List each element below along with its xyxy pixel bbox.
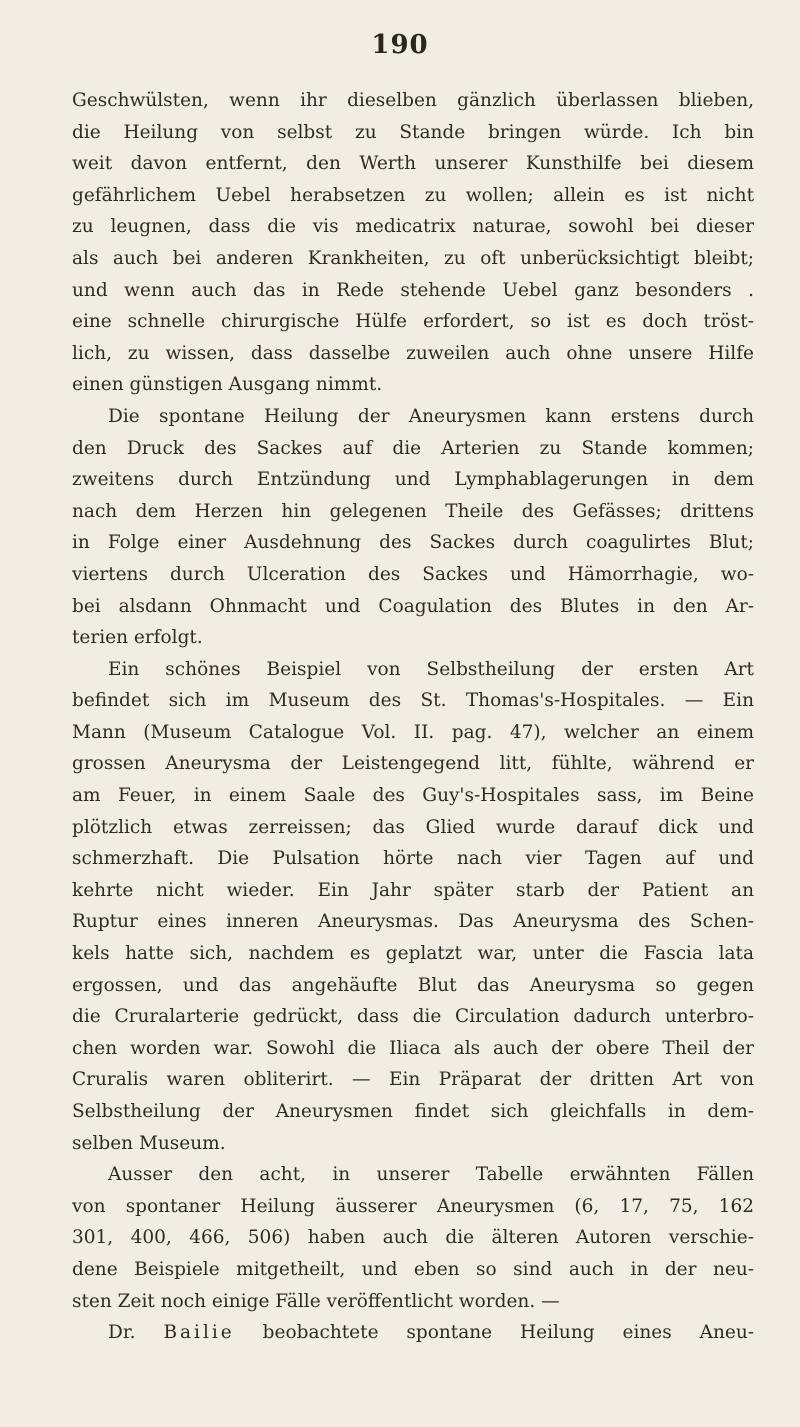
text-line: zu leugnen, dass die vis medicatrix naturae, sowohl bei dieser bbox=[72, 216, 754, 238]
text-line: kehrte nicht wieder. Ein Jahr später starb der Patient an bbox=[72, 879, 754, 901]
text-line: in Folge einer Ausdehnung des Sackes durch coagulirtes Blut; bbox=[72, 532, 754, 554]
text-line: den Druck des Sackes auf die Arterien zu Stande kommen; bbox=[72, 437, 754, 459]
text-line: zweitens durch Entzündung und Lymphablagerungen in dem bbox=[72, 469, 754, 491]
text-line-final bbox=[72, 1317, 754, 1349]
text-line: von spontaner Heilung äusserer Aneurysmen (6, 17, 75, 162 bbox=[72, 1195, 754, 1217]
text-line: die Cruralarterie gedrückt, dass die Circulation dadurch unterbro- bbox=[72, 1006, 754, 1028]
text-line: Mann (Museum Catalogue Vol. II. pag. 47), welcher an einem bbox=[72, 721, 754, 743]
text-line: einen günstigen Ausgang nimmt. bbox=[72, 374, 383, 396]
text-line: sten Zeit noch einige Fälle veröffentlicht worden. — bbox=[72, 1290, 560, 1312]
text-line: eine schnelle chirurgische Hülfe erfordert, so ist es doch tröst- bbox=[72, 311, 754, 333]
text-line: terien erfolgt. bbox=[72, 627, 203, 649]
text-line: die Heilung von selbst zu Stande bringen würde. Ich bin bbox=[72, 121, 754, 143]
page-number: 190 bbox=[371, 30, 429, 60]
text-line: chen worden war. Sowohl die Iliaca als auch der obere Theil der bbox=[72, 1037, 754, 1059]
text-line: selben Museum. bbox=[72, 1132, 226, 1154]
text-line: grossen Aneurysma der Leistengegend litt, fühlte, während er bbox=[72, 753, 754, 775]
text-fragment: Dr. bbox=[108, 1322, 136, 1344]
text-line: Cruralis waren obliterirt. — Ein Präparat der dritten Art von bbox=[72, 1069, 754, 1091]
text-line: lich, zu wissen, dass dasselbe zuweilen auch ohne unsere Hilfe bbox=[72, 342, 754, 364]
text-line: Selbstheilung der Aneurysmen findet sich gleichfalls in dem- bbox=[72, 1101, 754, 1122]
text-line: bei alsdann Ohnmacht und Coagulation des Blutes in den Ar- bbox=[72, 595, 754, 617]
text-line: am Feuer, in einem Saale des Guy's-Hospitales sass, im Beine bbox=[72, 785, 754, 807]
text-line: viertens durch Ulceration des Sackes und Hämorrhagie, wo- bbox=[72, 563, 754, 585]
text-line: plötzlich etwas zerreissen; das Glied wurde darauf dick und bbox=[72, 816, 754, 838]
text-line: und wenn auch das in Rede stehende Uebel ganz besonders . bbox=[72, 279, 754, 301]
text-fragment: beobachtete spontane Heilung eines Aneu- bbox=[262, 1322, 754, 1344]
text-line: Geschwülsten, wenn ihr dieselben gänzlich überlassen blieben, bbox=[72, 90, 754, 111]
text-line: 301, 400, 466, 506) haben auch die älteren Autoren verschie- bbox=[72, 1227, 754, 1249]
text-line: kels hatte sich, nachdem es geplatzt war, unter die Fascia lata bbox=[72, 943, 754, 965]
text-line: ergossen, und das angehäufte Blut das Aneurysma so gegen bbox=[72, 974, 754, 996]
body-text bbox=[72, 85, 754, 1349]
text-line: als auch bei anderen Krankheiten, zu oft unberücksichtigt bleibt; bbox=[72, 247, 754, 269]
text-line: befindet sich im Museum des St. Thomas's-Hospitales. — Ein bbox=[72, 690, 754, 712]
text-line: nach dem Herzen hin gelegenen Theile des Gefässes; drittens bbox=[72, 500, 754, 522]
text-line: Ruptur eines inneren Aneurysmas. Das Aneurysma des Schen- bbox=[72, 911, 754, 933]
text-line: schmerzhaft. Die Pulsation hörte nach vier Tagen auf und bbox=[72, 848, 754, 870]
author-name: Bailie bbox=[163, 1322, 235, 1344]
text-line: Ein schönes Beispiel von Selbstheilung der ersten Art bbox=[108, 658, 754, 680]
text-line: Ausser den acht, in unserer Tabelle erwähnten Fällen bbox=[108, 1164, 754, 1186]
text-line: Die spontane Heilung der Aneurysmen kann erstens durch bbox=[108, 405, 754, 427]
text-line: weit davon entfernt, den Werth unserer Kunsthilfe bei diesem bbox=[72, 153, 754, 175]
text-line: gefährlichem Uebel herabsetzen zu wollen; allein es ist nicht bbox=[72, 184, 754, 206]
text-line: dene Beispiele mitgetheilt, und eben so sind auch in der neu- bbox=[72, 1258, 754, 1280]
